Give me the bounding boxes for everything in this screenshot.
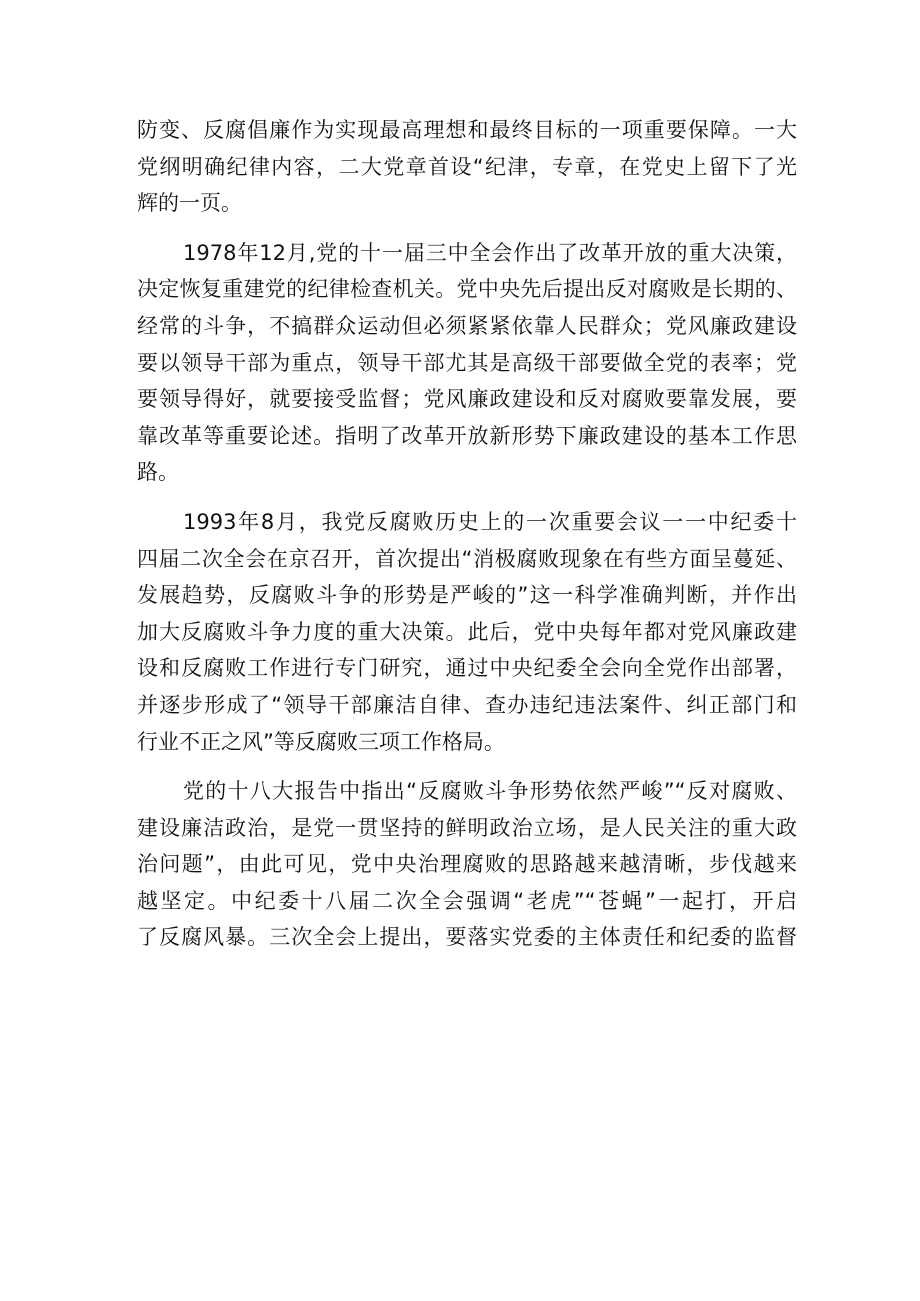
paragraph bbox=[137, 235, 797, 491]
text-line: 建设廉洁政治，是党一贯坚持的鲜明政治立场，是人民关注的重大政 bbox=[137, 815, 797, 840]
text-line: 行业不正之风”等反腐败三项工作格局。 bbox=[137, 729, 505, 754]
text-line: 决定恢复重建党的纪律检查机关。党中央先后提出反对腐败是长期的、 bbox=[137, 277, 797, 302]
text-line: 靠改革等重要论述。指明了改革开放新形势下廉政建设的基本工作思 bbox=[137, 423, 797, 448]
text-line: 路。 bbox=[137, 460, 179, 485]
text-line: 经常的斗争，不搞群众运动但必须紧紧依靠人民群众；党风廉政建设 bbox=[137, 313, 797, 338]
paragraph bbox=[137, 112, 797, 222]
text-line: 了反腐风暴。三次全会上提出，要落实党委的主体责任和纪委的监督 bbox=[137, 925, 797, 950]
paragraph-gap bbox=[137, 491, 797, 504]
text-line: 发展趋势，反腐败斗争的形势是严峻的”这一科学准确判断，并作出 bbox=[137, 583, 797, 608]
text-line: 并逐步形成了“领导干部廉洁自律、查办违纪违法案件、纠正部门和 bbox=[137, 692, 797, 717]
text-line: 辉的一页。 bbox=[137, 191, 242, 216]
text-line: 越坚定。中纪委十八届二次全会强调“老虎”“苍蝇”一起打，开启 bbox=[137, 888, 797, 913]
paragraph bbox=[137, 504, 797, 760]
text-line: 党纲明确纪律内容，二大党章首设“纪津，专章，在党史上留下了光 bbox=[137, 154, 797, 179]
text-line: 防变、反腐倡廉作为实现最高理想和最终目标的一项重要保障。一大 bbox=[137, 118, 797, 142]
text-line: 1978年12月,党的十一届三中全会作出了改革开放的重大决策， bbox=[183, 240, 797, 265]
text-line: 要领导得好，就要接受监督；党风廉政建设和反对腐败要靠发展，要 bbox=[137, 387, 797, 412]
paragraph-gap bbox=[137, 760, 797, 773]
document-body bbox=[137, 112, 797, 956]
text-line: 治问题”，由此可见，党中央治理腐败的思路越来越清晰，步伐越来 bbox=[137, 852, 797, 877]
text-line: 四届二次全会在京召开，首次提出“消极腐败现象在有些方面呈蔓延、 bbox=[137, 546, 797, 571]
paragraph-gap bbox=[137, 222, 797, 235]
text-line: 党的十八大报告中指出“反腐败斗争形势依然严峻”“反对腐败、 bbox=[183, 779, 797, 804]
paragraph bbox=[137, 773, 797, 956]
text-line: 要以领导干部为重点，领导干部尤其是高级干部要做全党的表率；党 bbox=[137, 350, 797, 375]
text-line: 1993年8月，我党反腐败历史上的一次重要会议一一中纪委十 bbox=[183, 509, 797, 534]
text-line: 设和反腐败工作进行专门研究，通过中央纪委全会向全党作出部署， bbox=[137, 656, 797, 681]
text-line: 加大反腐败斗争力度的重大决策。此后，党中央每年都对党风廉政建 bbox=[137, 619, 797, 644]
